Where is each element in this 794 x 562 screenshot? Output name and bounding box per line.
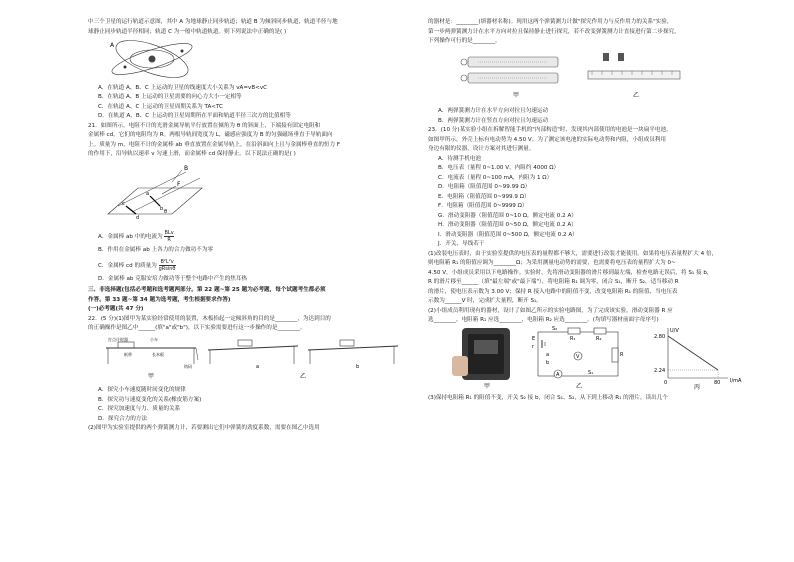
orbit-label: A bbox=[110, 42, 115, 49]
label-b: b bbox=[160, 205, 164, 212]
label-yi-circuit: 乙 bbox=[576, 382, 583, 390]
graph-x-zero: 0 bbox=[664, 379, 668, 386]
cart-apparatus-figure bbox=[88, 334, 433, 382]
section-title-2: 作答。第 33 题~第 34 题为选考题，考生根据要求作答) bbox=[88, 296, 231, 303]
label-b-setup: b bbox=[356, 363, 360, 370]
q21-option-c bbox=[88, 259, 433, 272]
label-b-field: B bbox=[184, 164, 189, 172]
label-a-switch: a bbox=[546, 351, 550, 358]
graph-line bbox=[668, 336, 718, 370]
q21-option-a bbox=[88, 230, 433, 243]
label-yi-ruler: 乙 bbox=[633, 91, 640, 99]
q22b-line-1: 的器材是：________(填器材名称)。现用这两个弹簧测力计做"探究作用力与反作用力的关系"实验， bbox=[428, 19, 673, 25]
q22-option-b: B．探究功与速度变化的关系(橡皮筋方案) bbox=[98, 396, 202, 403]
q21-option-c-text: C．金属棒 cd 的质量为 bbox=[98, 262, 159, 269]
orbit-diagram bbox=[100, 39, 220, 79]
q23-item-e: E．电阻箱（阻值范围 0~999.9 Ω） bbox=[438, 193, 530, 200]
q22b-option-b: B．两弹簧测力计在竖直方向对拉且匀速运动 bbox=[438, 117, 549, 124]
q23-part1-line-1: (1)改装电压表时，由于实验室提供的电压表的量程都不够大，需要进行改装才能使用。如果将电压表量程扩大 4 倍， bbox=[428, 250, 718, 257]
fraction-c-den: gRsinθ bbox=[158, 265, 176, 272]
q20-option-b: B．在轨道 A、B 上运动的卫星需要的向心力大小一定相等 bbox=[98, 94, 242, 100]
fraction-a-num: BLv bbox=[164, 230, 174, 236]
q22b-line-2: 第一步两弹簧测力计在水平方向对拉且保持静止进行探究，若不改变弹簧测力计直接进行第二步探究， bbox=[428, 28, 680, 35]
q23-item-j: J．开关、导线若干 bbox=[438, 241, 485, 247]
q21-line-1: 21．如图所示，电阻不计的光滑金属导轨平行放置在倾角为 θ 的斜面上，下端接有固定电阻和 bbox=[88, 122, 321, 129]
label-s2: S₂ bbox=[552, 325, 558, 332]
q23-part2-line-1: (2)小组成员利用现有的器材，设计了如图乙所示的实验电路图，为了完成该实验，滑动变阻器 R 应 bbox=[428, 307, 673, 314]
label-r-rheostat: R bbox=[620, 351, 624, 358]
q22-option-d: D．探究合力的方法 bbox=[98, 415, 148, 422]
q23-tail: (3)保持电阻箱 R₁ 的阻值不变，开关 S₂ 接 b，闭合 S₁、S₂，从下到上移动 R₁ 的滑片，读出几个 bbox=[428, 395, 668, 401]
label-jia: 甲 bbox=[148, 372, 155, 380]
label-bing: 丙 bbox=[694, 383, 701, 390]
graph-xlabel: I/mA bbox=[730, 377, 742, 384]
q22-line-1: 22．(5 分)(1)图甲为某实验经常使用的装置，木板抬起一定倾斜角的目的是________，为达到目的 bbox=[88, 315, 331, 322]
section-title-1: 三、非选择题(包括必考题和选考题两部分。第 22 题~第 25 题为必考题，每个试题考生都必须 bbox=[88, 287, 326, 293]
q20-line-1: 中三个卫星的运行轨道示意图，其中 A 为地球静止同步轨道；轨道 B 为倾斜同步轨道，轨道半径与地 bbox=[88, 19, 338, 25]
label-theta: θ bbox=[164, 208, 168, 215]
label-a: a bbox=[146, 190, 150, 197]
part-tape: 纸带 bbox=[124, 351, 132, 357]
label-r2: R₂ bbox=[596, 335, 602, 342]
q23-item-a: A．待测手机电池 bbox=[438, 155, 481, 162]
q23-line-2: 如图甲所示，外壳上标有电动势为 4.50 V。为了测定该电池的实际电动势和内阻，小组成员利用 bbox=[428, 136, 666, 143]
label-e: E bbox=[532, 335, 536, 342]
graph-x-tick: 80 bbox=[714, 379, 721, 386]
q20-option-d: D．在轨道 A、B、C 上运动的卫星周期所在平面和轨道半径三次方的比值相等 bbox=[98, 113, 291, 119]
q23-item-g: G．滑动变阻器（阻值范围 0~10 Ω，额定电流 0.2 A） bbox=[438, 212, 577, 219]
fraction-c-num: B²L²v bbox=[160, 258, 174, 265]
q22-option-a: A．探究小车速度随时间变化的规律 bbox=[98, 387, 186, 393]
right-column bbox=[428, 0, 773, 404]
q20-option-c: C．在轨道 A、C 上运动的卫星周期关系为 TA<TC bbox=[98, 103, 223, 110]
q21-line-3: 上。质量为 m，电阻不计的金属棒 ab 垂直放置在金属导轨上，在沿斜面向上且与金属棒垂直的恒力 F bbox=[88, 141, 341, 148]
q23-line-3: 身边有限的仪器，设计方案对其进行测量。 bbox=[428, 146, 535, 152]
q20-line-2: 球静止同步轨道半径相同；轨道 C 为一般中轨道轨道。则下列说法中正确的是( ) bbox=[88, 28, 287, 35]
q21-line-2: 金属棒 cd，它们的电阻均为 R。两根导轨间宽度为 L，磁感应强度为 B 的匀强磁场垂直于导轨面向 bbox=[88, 132, 333, 138]
q21-line-4: 的作用下，沿导轨以速率 v 匀速上滑，而金属棒 cd 保持静止。以下说法正确的是( ) bbox=[88, 151, 296, 157]
q23-part1-line-5: 的滑片，使电压表示数为 3.00 V；保持 R 接入电路中的阻值不变，改变电阻箱 R₁ 的阻值，当电压表 bbox=[428, 288, 678, 295]
left-column bbox=[88, 0, 433, 434]
label-a-setup: a bbox=[256, 363, 260, 370]
part-board: 长木板 bbox=[152, 351, 164, 357]
label-r-internal: r bbox=[532, 343, 535, 350]
graph-y-top: 2.80 bbox=[654, 333, 666, 340]
q22b-line-3: 下列操作可行的是________。 bbox=[428, 38, 501, 44]
q23-item-f: F．电阻箱（阻值范围 0~9999 Ω） bbox=[438, 203, 528, 209]
fraction-c bbox=[159, 259, 176, 272]
q22-line-2: 的正确操作是图乙中______(填"a"或"b")，以下实验需要进行这一步操作的是________。 bbox=[88, 325, 306, 331]
label-s1: S₁ bbox=[588, 369, 594, 376]
label-f: F bbox=[177, 180, 181, 188]
q23-item-b: B．电压表（量程 0~1.00 V，内阻约 4000 Ω） bbox=[438, 165, 560, 171]
q21-option-a-text: A．金属棒 ab 中的电流为 bbox=[98, 234, 165, 240]
rail-diagram bbox=[102, 162, 212, 222]
q21-option-d: D．金属棒 ab 克服安培力做功等于整个电路中产生的焦耳热 bbox=[98, 275, 248, 282]
label-jia-scales: 甲 bbox=[513, 91, 520, 99]
section-subtitle: (一)必考题(共 47 分) bbox=[88, 306, 144, 312]
q23-part2-line-2: 选________，电阻箱 R₁ 应选________，电阻箱 R₂ 应选________。(均填写器材前面字母序号) bbox=[428, 317, 659, 323]
fraction-a-den: R bbox=[167, 237, 171, 243]
label-b-switch: b bbox=[546, 359, 550, 366]
q21-option-b: B．作用在金属棒 ab 上各力的合力做功不为零 bbox=[98, 247, 214, 253]
graph-ylabel: U/V bbox=[670, 327, 679, 334]
q22b-option-a: A．两弹簧测力计在水平方向对拉且匀速运动 bbox=[438, 108, 549, 114]
fraction-a bbox=[164, 230, 173, 243]
label-r1: R₁ bbox=[570, 335, 576, 342]
q23-part1-line-2: 则电阻箱 R₁ 的阻值应调为________Ω；为采用测量电动势的需要，也需要将电压表的量程扩大为 0~ bbox=[428, 260, 676, 266]
q22-option-c: C．探究加速度与力、质量的关系 bbox=[98, 406, 181, 412]
q22-tail: (2)图甲为实验室提供的两个弹簧测力计，若要测出它们中弹簧的劲度系数，需要在图乙中选用 bbox=[88, 425, 320, 431]
label-ammeter: A bbox=[556, 371, 560, 378]
q23-part1-line-4: R 的滑片移至______（填"最左端"或"最下端"），将电阻箱 R₁ 调为零，闭合 S₁，断开 S₂，适当移动 R bbox=[428, 279, 679, 285]
part-cart: 小车 bbox=[150, 336, 158, 342]
circuit-figure bbox=[428, 326, 773, 390]
spring-scale-figure bbox=[458, 47, 688, 103]
q23-item-h: H．滑动变阻器（阻值范围 0~50 Ω，额定电流 0.2 A） bbox=[438, 222, 577, 228]
q20-option-a: A．在轨道 A、B、C 上运动的卫星的线速度大小关系为 vA=vB<vC bbox=[98, 84, 268, 91]
label-v: V bbox=[576, 353, 580, 360]
q23-item-c: C．电流表（量程 0~100 mA，内阻为 1 Ω） bbox=[438, 174, 553, 181]
q23-item-d: D．电阻箱（阻值范围 0~99.99 Ω） bbox=[438, 184, 531, 190]
q23-part1-line-6: 示数为______V 时，完成扩大量程，断开 S₁。 bbox=[428, 298, 542, 304]
q23-line-1: 23．(10 分)某实验小组在拆解智能手机的"内部构造"时，发现其内部使用的电池是一块扁平电池， bbox=[428, 127, 672, 133]
q23-part1-line-3: 4.50 V，小组成员采用以下电路操作。实验时，先将滑动变阻器的滑片移到最左端，检查电路无误后，将 S₁ 接 b， bbox=[428, 269, 713, 276]
part-weight: 钩码 bbox=[184, 363, 192, 369]
label-jia-photo: 甲 bbox=[484, 382, 491, 390]
label-yi: 乙 bbox=[300, 372, 307, 380]
label-c: c bbox=[122, 200, 125, 207]
q23-item-i: I．滑动变阻器（阻值范围 0~500 Ω，额定电流 0.2 A） bbox=[438, 231, 578, 238]
part-timer: 打点计时器 bbox=[108, 336, 128, 342]
graph-y-bottom: 2.24 bbox=[654, 367, 666, 374]
label-d: d bbox=[136, 214, 140, 221]
